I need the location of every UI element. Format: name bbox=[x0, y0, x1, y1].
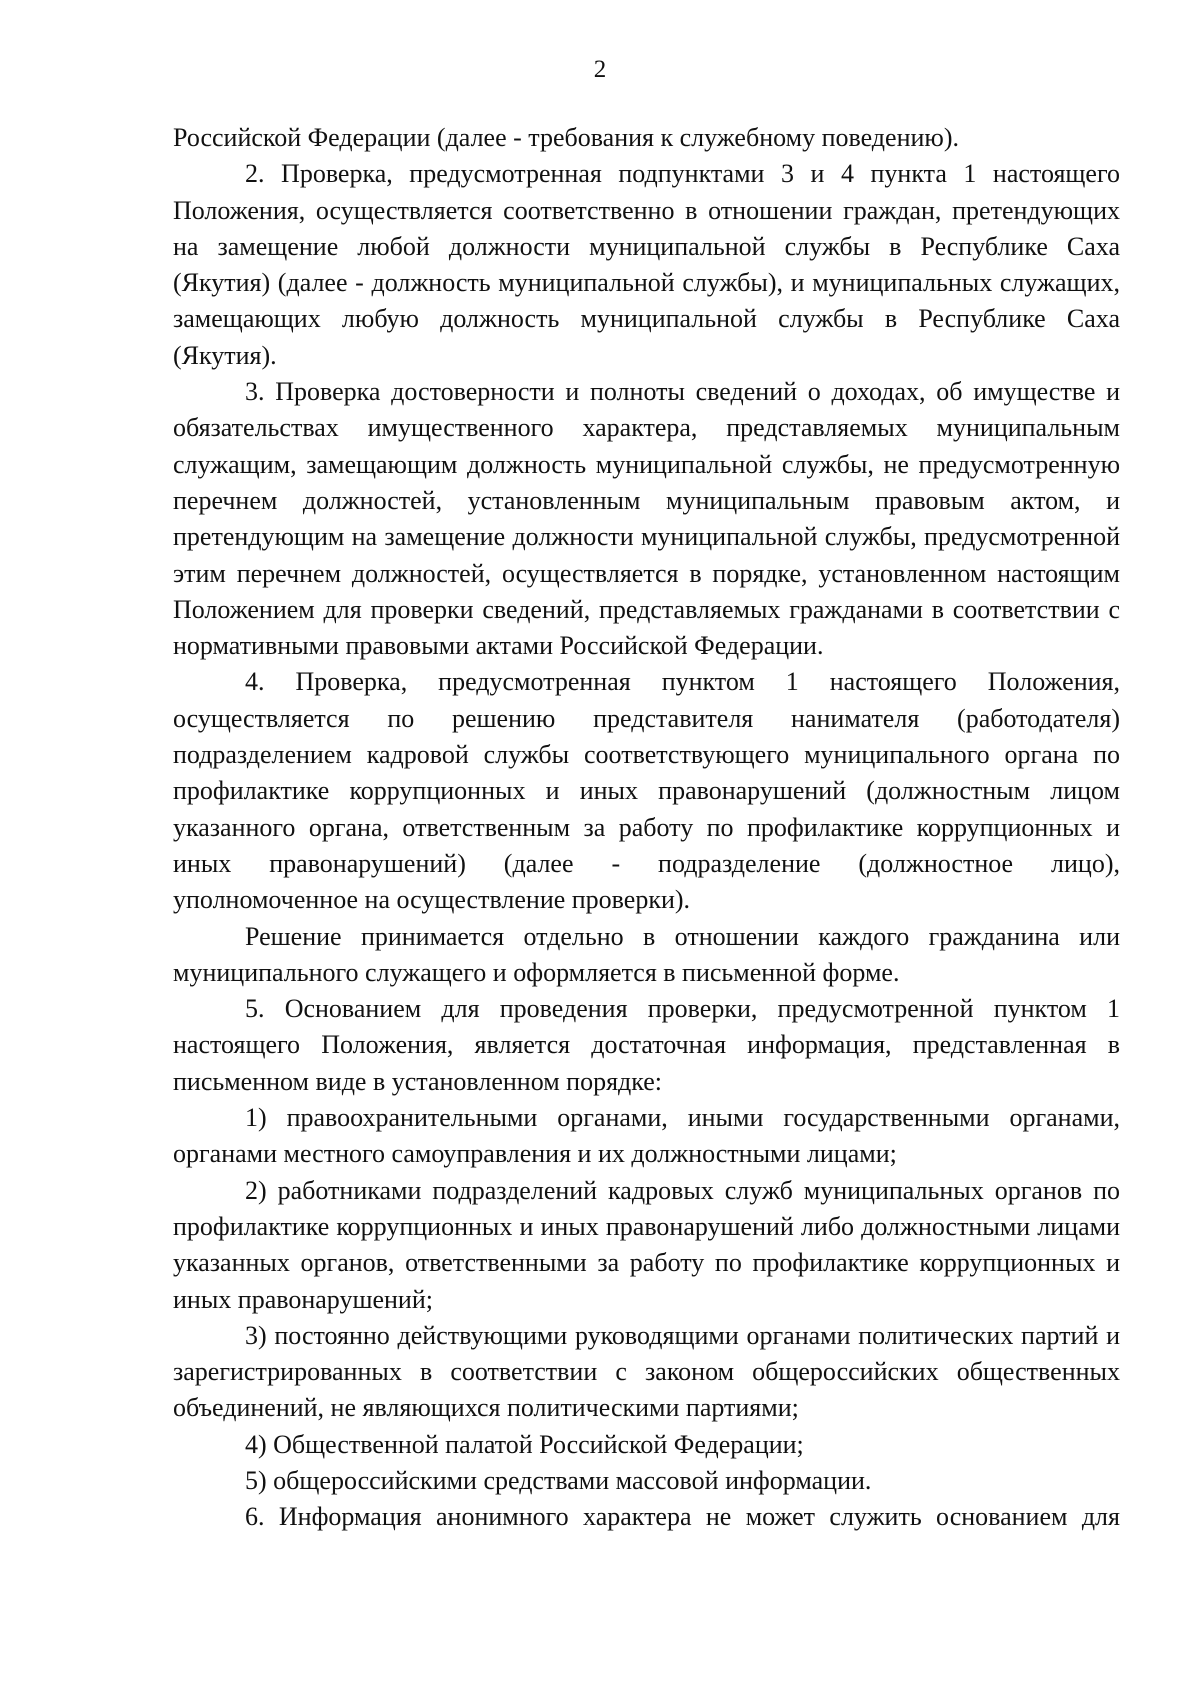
page-number: 2 bbox=[593, 56, 607, 83]
paragraph-continuation: Российской Федерации (далее - требования к служебному поведению). bbox=[173, 123, 959, 152]
paragraph-subitem-2: 2) работниками подразделений кадровых служб муниципальных органов по профилактике коррупционных и иных правонарушений либо должностными лицами указанных органов, ответственными за работу по профилактике коррупционных и иных правонарушений; bbox=[173, 1175, 1120, 1314]
paragraph-subitem-3: 3) постоянно действующими руководящими органами политических партий и зарегистрированных в соответствии с законом общероссийских общественных объединений, не являющихся политическими партиями; bbox=[173, 1320, 1120, 1423]
document-body bbox=[173, 120, 1120, 1536]
paragraph-item-2: 2. Проверка, предусмотренная подпунктами 3 и 4 пункта 1 настоящего Положения, осуществляется соответственно в отношении граждан, претендующих на замещение любой должности муниципальной службы в Республике Саха (Якутия) (далее - должность муниципальной службы), и муниципальных служащих, замещающих любую должность муниципальной службы в Республике Саха (Якутия). bbox=[173, 159, 1120, 370]
paragraph-item-4: 4. Проверка, предусмотренная пунктом 1 настоящего Положения, осуществляется по решению представителя нанимателя (работодателя) подразделением кадровой службы соответствующего муниципального органа по профилактике коррупционных и иных правонарушений (должностным лицом указанного органа, ответственным за работу по профилактике коррупционных и иных правонарушений) (далее - подразделение (должностное лицо), уполномоченное на осуществление проверки). bbox=[173, 667, 1120, 915]
paragraph-subitem-1: 1) правоохранительными органами, иными государственными органами, органами местного самоуправления и их должностными лицами; bbox=[173, 1103, 1120, 1169]
paragraph-item-5: 5. Основанием для проведения проверки, предусмотренной пунктом 1 настоящего Положения, является достаточная информация, представленная в письменном виде в установленном порядке: bbox=[173, 994, 1120, 1096]
paragraph-subitem-4: 4) Общественной палатой Российской Федерации; bbox=[245, 1429, 804, 1459]
paragraph-item-6: 6. Информация анонимного характера не может служить основанием для bbox=[245, 1502, 1120, 1532]
paragraph-item-3: 3. Проверка достоверности и полноты сведений о доходах, об имуществе и обязательствах имущественного характера, представляемых муниципальным служащим, замещающим должность муниципальной службы, не предусмотренную перечнем должностей, установленным муниципальным правовым актом, и претендующим на замещение должности муниципальной службы, предусмотренной этим перечнем должностей, осуществляется в порядке, установленном настоящим Положением для проверки сведений, представляемых гражданами в соответствии с нормативными правовыми актами Российской Федерации. bbox=[173, 377, 1120, 661]
paragraph-decision: Решение принимается отдельно в отношении каждого гражданина или муниципального служащего и оформляется в письменной форме. bbox=[173, 921, 1120, 987]
paragraph-subitem-5: 5) общероссийскими средствами массовой информации. bbox=[245, 1465, 872, 1495]
